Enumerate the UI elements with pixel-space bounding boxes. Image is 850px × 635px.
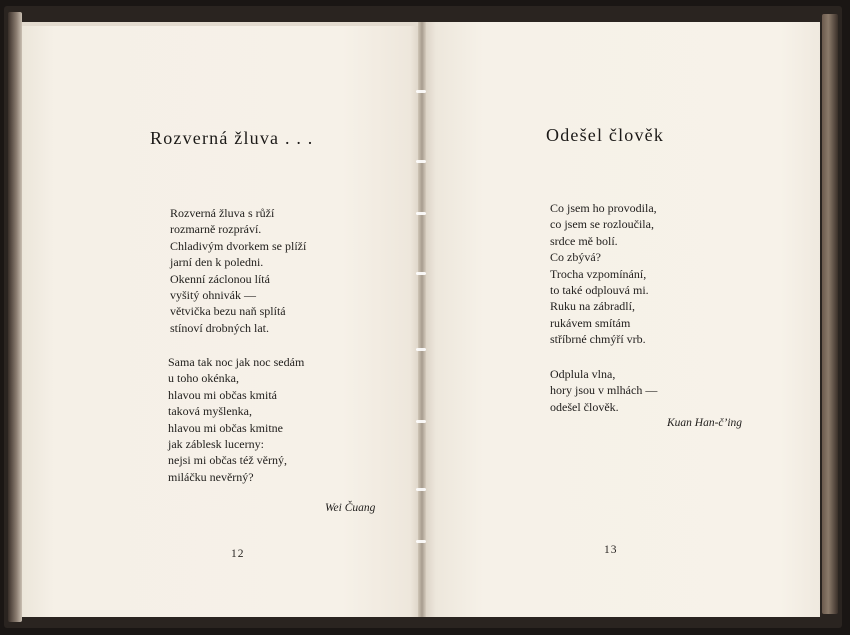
poem-line: nejsi mi občas též věrný, bbox=[168, 453, 287, 468]
binding-stitch bbox=[416, 488, 426, 491]
poem-line: větvička bezu naň splítá bbox=[170, 304, 286, 319]
poem-line: taková myšlenka, bbox=[168, 404, 252, 419]
binding-stitch bbox=[416, 212, 426, 215]
binding-stitch bbox=[416, 90, 426, 93]
poem-line: odešel člověk. bbox=[550, 399, 619, 414]
binding-stitch bbox=[416, 540, 426, 543]
binding-stitch bbox=[416, 272, 426, 275]
poem-stanza-1 bbox=[550, 200, 657, 348]
poem-line: Okenní záclonou lítá bbox=[170, 271, 270, 286]
binding-stitch bbox=[416, 348, 426, 351]
poem-line: miláčku nevěrný? bbox=[168, 469, 254, 484]
poem-line: stříbrné chmýří vrb. bbox=[550, 332, 646, 347]
cover-edge-left bbox=[8, 12, 22, 622]
poem-line: Ruku na zábradlí, bbox=[550, 299, 635, 314]
poem-line: jarní den k poledni. bbox=[170, 255, 264, 270]
binding-stitch bbox=[416, 160, 426, 163]
book-gutter bbox=[418, 22, 426, 617]
poem-line: Co zbývá? bbox=[550, 250, 601, 265]
poem-stanza-1 bbox=[170, 205, 306, 336]
poem-line: vyšitý ohnivák — bbox=[170, 288, 256, 303]
poem-title: Rozverná žluva . . . bbox=[150, 128, 314, 148]
poem-line: u toho okénka, bbox=[168, 371, 239, 386]
poem-stanza-2 bbox=[168, 354, 304, 485]
poem-line: to také odplouvá mi. bbox=[550, 283, 649, 298]
poem-line: Co jsem ho provodila, bbox=[550, 201, 657, 215]
right-page bbox=[424, 22, 820, 617]
poem-author: Kuan Han-č’ing bbox=[667, 417, 743, 429]
page-number: 12 bbox=[231, 548, 245, 560]
poem-line: hlavou mi občas kmitá bbox=[168, 387, 277, 402]
poem-line: rozmarně rozpráví. bbox=[170, 222, 262, 237]
poem-line: Trocha vzpomínání, bbox=[550, 266, 647, 281]
poem-title: Odešel člověk bbox=[546, 125, 665, 145]
poem-line: Rozverná žluva s růží bbox=[170, 206, 275, 220]
poem-line: rukávem smítám bbox=[550, 315, 631, 330]
poem-line: Sama tak noc jak noc sedám bbox=[168, 355, 305, 369]
poem-line: Odplula vlna, bbox=[550, 367, 616, 381]
poem-line: jak záblesk lucerny: bbox=[168, 437, 264, 452]
binding-stitch bbox=[416, 420, 426, 423]
poem-line: stínoví drobných lat. bbox=[170, 320, 269, 335]
poem-author: Wei Čuang bbox=[325, 502, 376, 514]
left-page bbox=[22, 22, 422, 617]
poem-line: Chladivým dvorkem se plíží bbox=[170, 238, 307, 253]
page-number: 13 bbox=[604, 544, 618, 556]
cover-edge-right bbox=[822, 14, 838, 614]
poem-line: hlavou mi občas kmitne bbox=[168, 420, 283, 435]
poem-stanza-2 bbox=[550, 366, 657, 415]
poem-line: srdce mě bolí. bbox=[550, 233, 618, 248]
poem-line: hory jsou v mlhách — bbox=[550, 383, 658, 398]
poem-line: co jsem se rozloučila, bbox=[550, 217, 654, 232]
